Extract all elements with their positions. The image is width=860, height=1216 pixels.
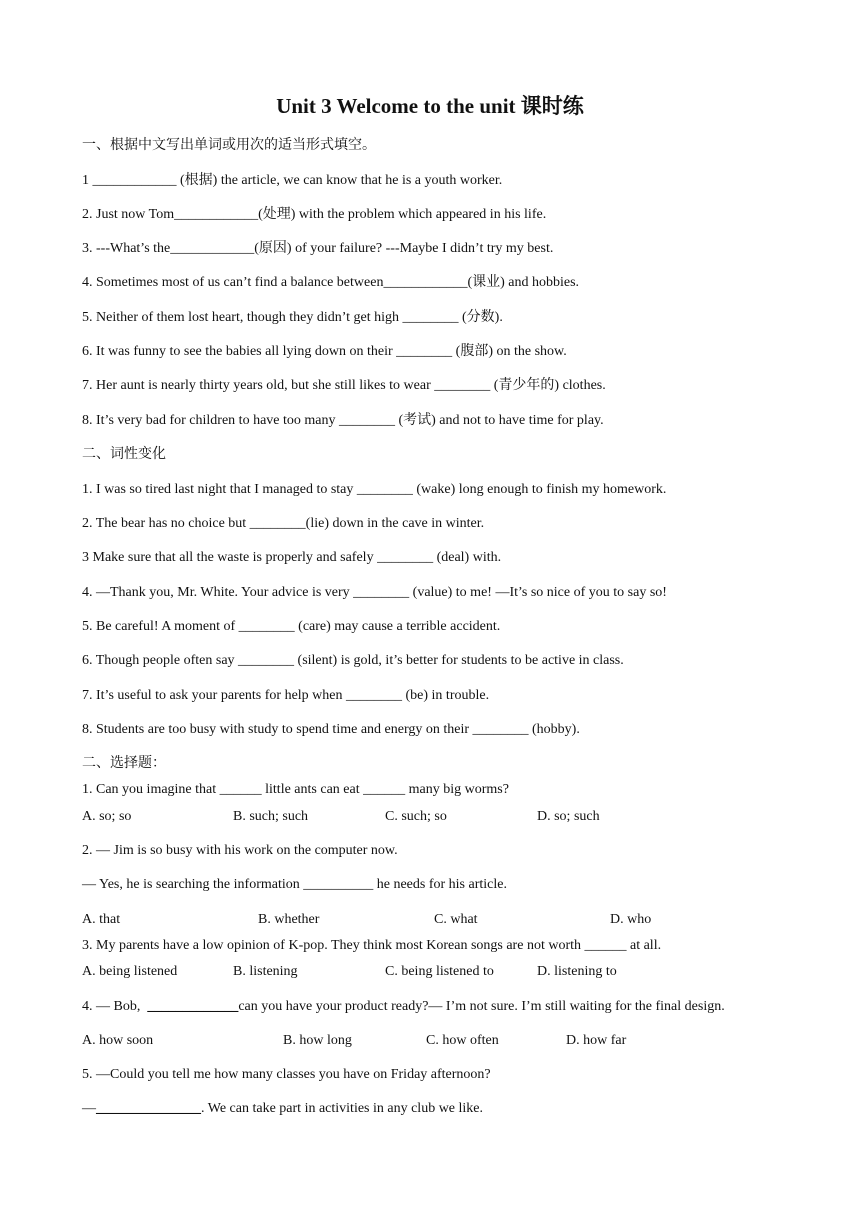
question-4-blank: _____________ [147, 999, 239, 1014]
question-2-stem-1: 2. — Jim is so busy with his work on the computer now. [82, 843, 398, 858]
question-4-stem [82, 998, 725, 1016]
question-4-option-a: A. how soon [82, 1033, 154, 1048]
section2-item-5: 5. Be careful! A moment of ________ (care) may cause a terrible accident. [82, 619, 501, 634]
section3-heading: 二、选择题： [82, 756, 166, 771]
question-3-stem: 3. My parents have a low opinion of K-pop. They think most Korean songs are not worth ______ at all. [82, 938, 662, 953]
question-2-stem-2: — Yes, he is searching the information __________ he needs for his article. [82, 877, 507, 892]
section1-item-4: 4. Sometimes most of us can’t find a balance between____________(课业) and hobbies. [82, 275, 580, 290]
section2-item-2: 2. The bear has no choice but ________(lie) down in the cave in winter. [82, 516, 485, 531]
question-4-option-d: D. how far [566, 1033, 627, 1048]
question-3-option-b: B. listening [233, 964, 298, 979]
question-3-option-d: D. listening to [537, 964, 617, 979]
section1-item-3: 3. ---What’s the____________(原因) of your failure? ---Maybe I didn’t try my best. [82, 241, 554, 256]
question-2-option-a: A. that [82, 912, 121, 927]
question-4-stem-start: 4. — Bob, [82, 999, 148, 1014]
question-1-option-a: A. so; so [82, 809, 132, 824]
question-5-stem-1: 5. —Could you tell me how many classes you have on Friday afternoon? [82, 1067, 491, 1082]
question-2-option-d: D. who [610, 912, 652, 927]
question-5-stem-end: . We can take part in activities in any club we like. [201, 1101, 484, 1116]
question-1-option-b: B. such; such [233, 809, 309, 824]
question-4-stem-end: can you have your product ready?— I’m not sure. I’m still waiting for the final design. [238, 999, 725, 1014]
question-2-option-b: B. whether [258, 912, 320, 927]
section2-item-8: 8. Students are too busy with study to spend time and energy on their ________ (hobby). [82, 722, 580, 737]
question-5-stem-2 [82, 1100, 483, 1118]
question-2-option-c: C. what [434, 912, 478, 927]
section2-item-7: 7. It’s useful to ask your parents for help when ________ (be) in trouble. [82, 688, 490, 703]
question-4-option-b: B. how long [283, 1033, 352, 1048]
section1-item-8: 8. It’s very bad for children to have too many ________ (考试) and not to have time for play. [82, 413, 604, 428]
question-3-option-a: A. being listened [82, 964, 178, 979]
section1-item-2: 2. Just now Tom____________(处理) with the problem which appeared in his life. [82, 207, 547, 222]
page-title: Unit 3 Welcome to the unit 课时练 [276, 94, 584, 118]
section1-item-1: 1 ____________ (根据) the article, we can know that he is a youth worker. [82, 173, 503, 188]
question-1-option-d: D. so; such [537, 809, 600, 824]
section2-item-3: 3 Make sure that all the waste is properly and safely ________ (deal) with. [82, 550, 502, 565]
section1-item-5: 5. Neither of them lost heart, though they didn’t get high ________ (分数). [82, 310, 503, 325]
section1-heading: 一、根据中文写出单词或用次的适当形式填空。 [82, 138, 376, 153]
section1-item-6: 6. It was funny to see the babies all lying down on their ________ (腹部) on the show. [82, 344, 567, 359]
question-5-dash: — [82, 1101, 96, 1116]
question-3-option-c: C. being listened to [385, 964, 494, 979]
section1-item-7: 7. Her aunt is nearly thirty years old, but she still likes to wear ________ (青少年的) clothes. [82, 378, 606, 393]
question-4-option-c: C. how often [426, 1033, 499, 1048]
section2-item-1: 1. I was so tired last night that I managed to stay ________ (wake) long enough to finish my homework. [82, 482, 667, 497]
question-1-stem: 1. Can you imagine that ______ little ants can eat ______ many big worms? [82, 782, 509, 797]
section2-item-6: 6. Though people often say ________ (silent) is gold, it’s better for students to be active in class. [82, 653, 624, 668]
question-5-blank: _______________ [96, 1101, 201, 1116]
question-1-option-c: C. such; so [385, 809, 447, 824]
section2-heading: 二、词性变化 [82, 447, 166, 462]
section2-item-4: 4. —Thank you, Mr. White. Your advice is very ________ (value) to me! —It’s so nice of you to say so! [82, 585, 667, 600]
